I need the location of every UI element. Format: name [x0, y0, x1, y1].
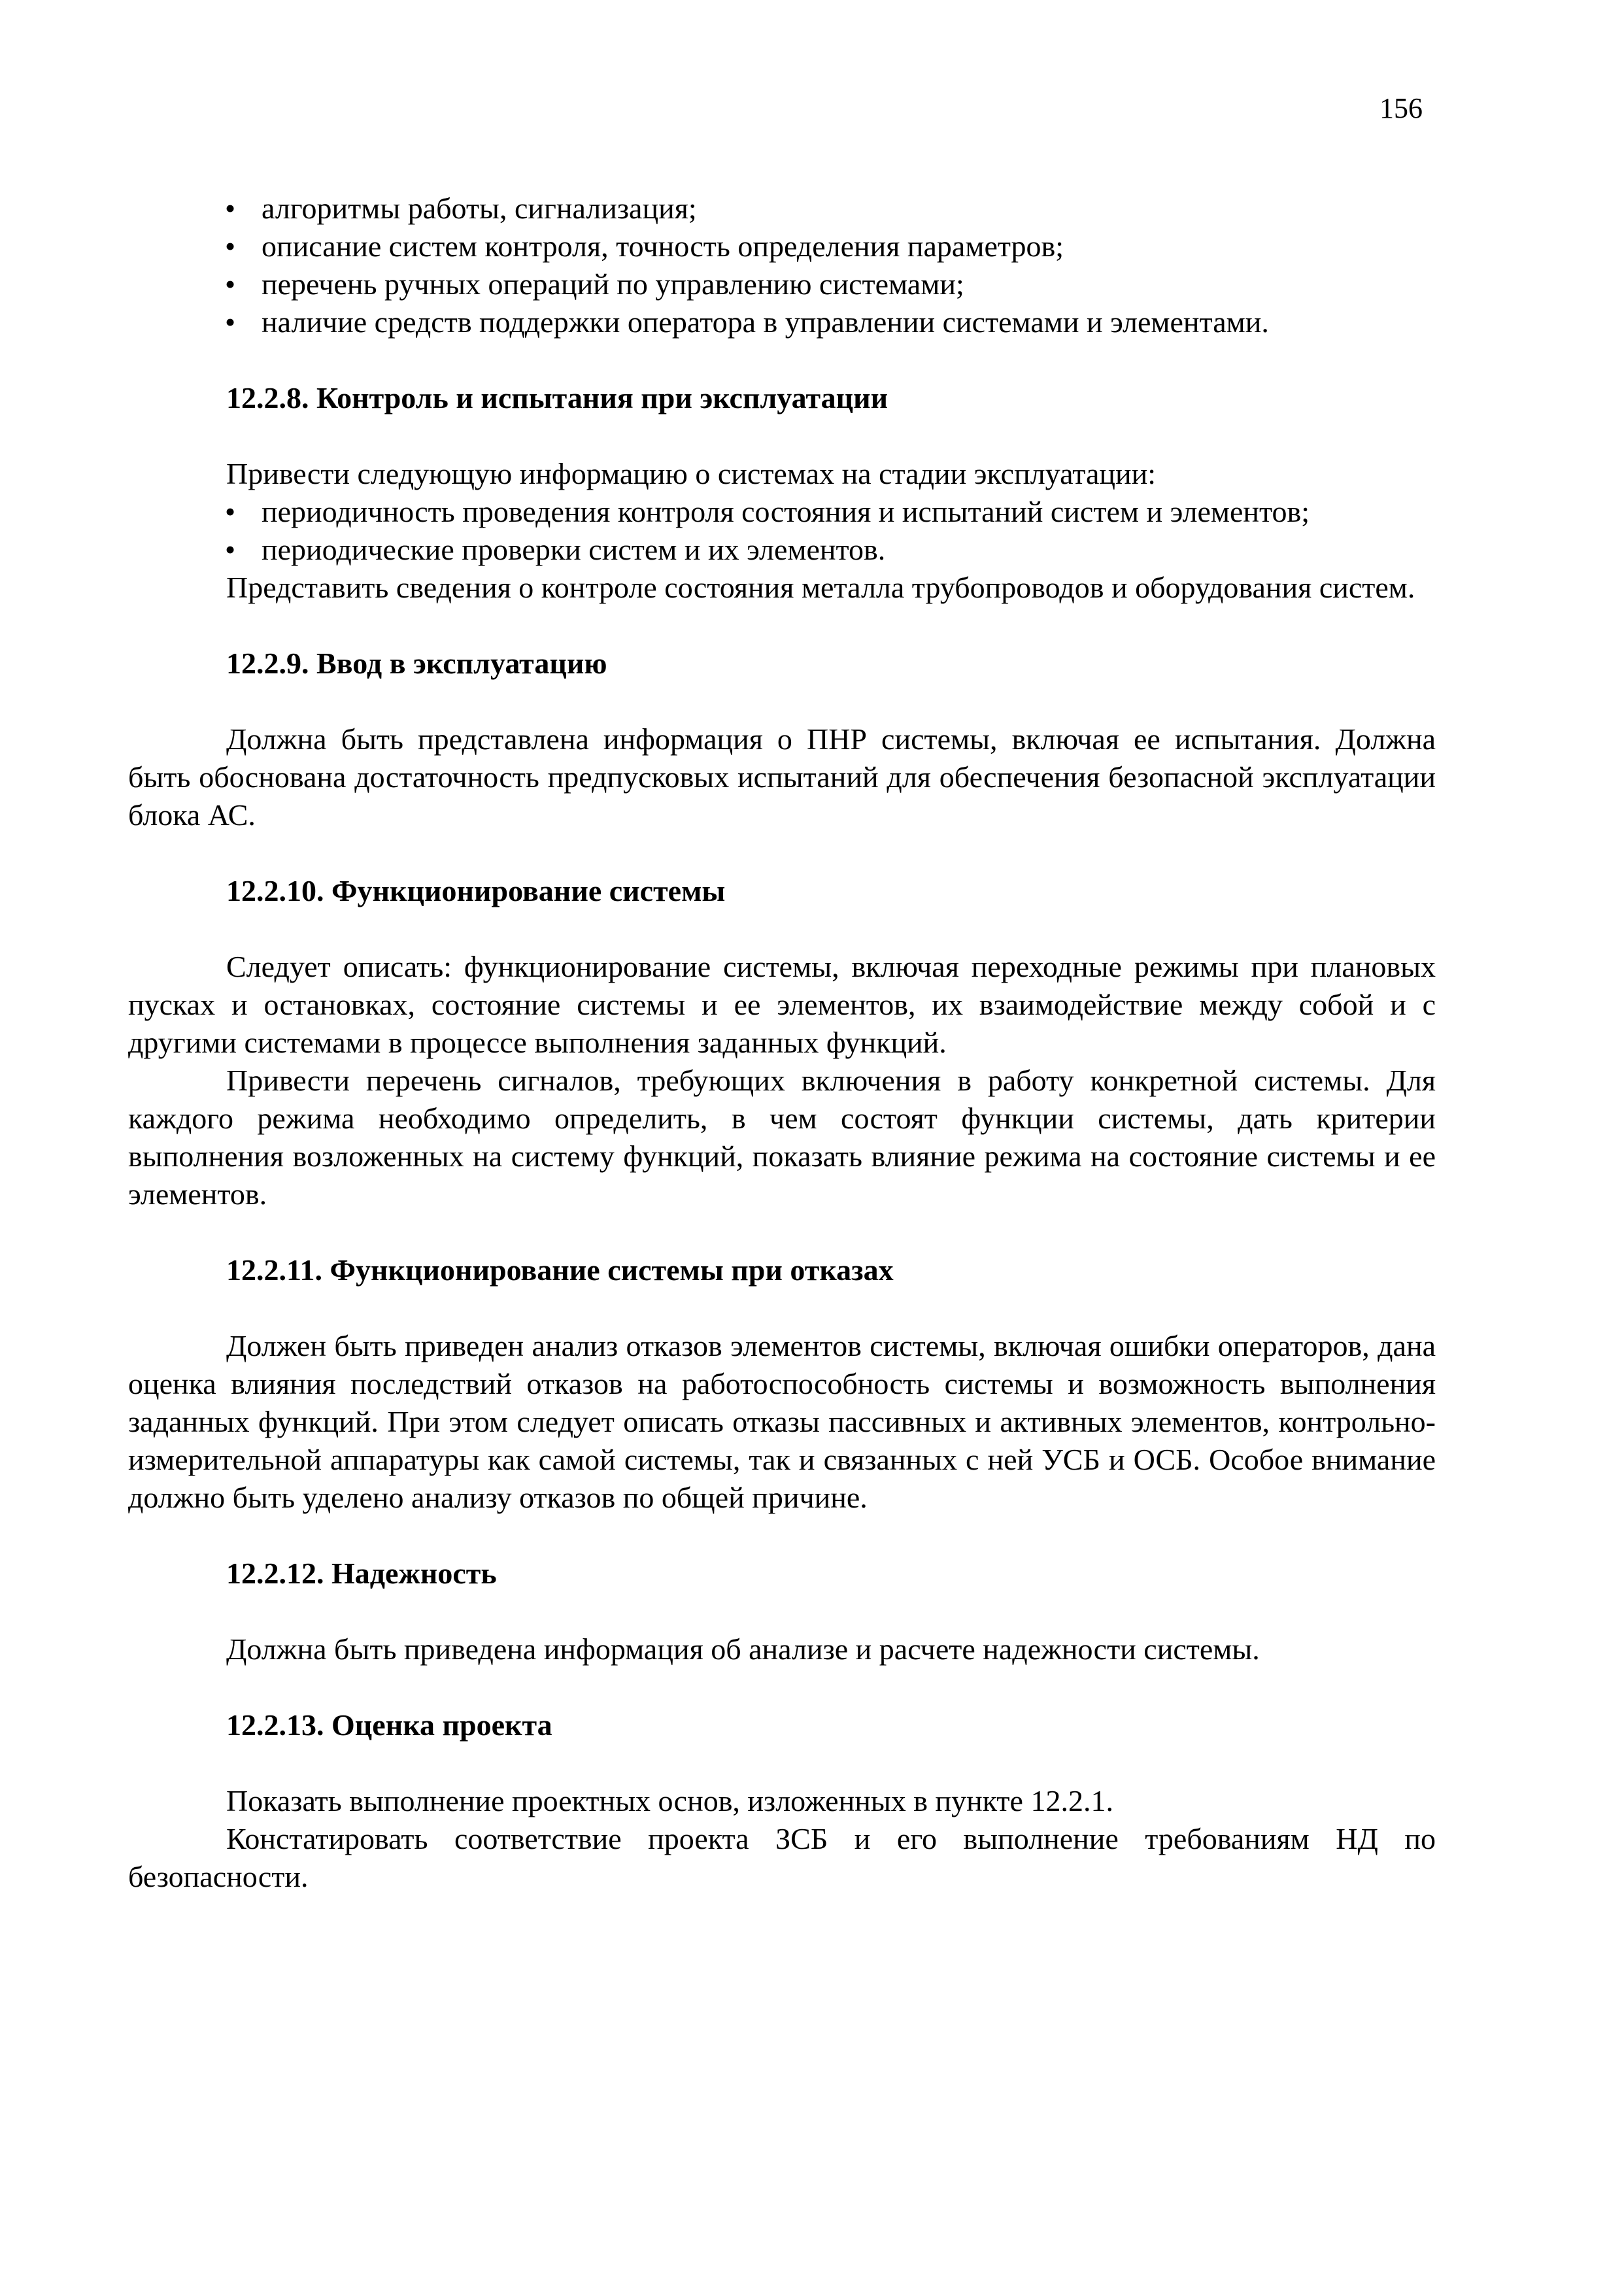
list-item: • периодичность проведения контроля состояния и испытаний систем и элементов; [128, 493, 1436, 531]
section-12-2-8-lead: Привести следующую информацию о системах на стадии эксплуатации: [226, 457, 1157, 490]
list-item: • наличие средств поддержки оператора в управлении системами и элементами. [128, 303, 1436, 341]
section-12-2-11-paragraph: Должен быть приведен анализ отказов элементов системы, включая ошибки операторов, дана оценка влияния последствий отказов на работоспособность системы и возможность выполнения заданных функций. При этом следует описать отказы пассивных и активных элементов, контрольно-измерительной аппаратуры как самой системы, так и связанных с ней УСБ и ОСБ. Особое внимание должно быть уделено анализу отказов по общей причине. [128, 1329, 1436, 1514]
list-item: • описание систем контроля, точность определения параметров; [128, 228, 1436, 265]
list-item: • периодические проверки систем и их элементов. [128, 531, 1436, 569]
section-12-2-10-paragraph-2: Привести перечень сигналов, требующих включения в работу конкретной системы. Для каждого режима необходимо определить, в чем состоят функции системы, дать критерии выполнения возложенных на систему функций, показать влияние режима на состояние системы и ее элементов. [128, 1064, 1436, 1211]
list-item: • перечень ручных операций по управлению системами; [128, 265, 1436, 303]
section-12-2-13-paragraph-2: Констатировать соответствие проекта ЗСБ и его выполнение требованиям НД по безопасности. [128, 1822, 1436, 1893]
section-heading-12-2-10: 12.2.10. Функционирование системы [226, 874, 726, 907]
page-content [128, 190, 1436, 1896]
section-12-2-10-paragraph-1: Следует описать: функционирование системы, включая переходные режимы при плановых пусках и остановках, состояние системы и ее элементов, их взаимодействие между собой и с другими системами в процессе выполнения заданных функций. [128, 950, 1436, 1059]
section-heading-12-2-8: 12.2.8. Контроль и испытания при эксплуатации [226, 381, 888, 414]
section-heading-12-2-13: 12.2.13. Оценка проекта [226, 1708, 552, 1742]
section-heading-12-2-11: 12.2.11. Функционирование системы при отказах [226, 1253, 894, 1287]
section-12-2-8-paragraph: Представить сведения о контроле состояния металла трубопроводов и оборудования систем. [226, 571, 1415, 604]
page-number: 156 [1379, 92, 1423, 124]
list-item: • алгоритмы работы, сигнализация; [128, 190, 1436, 228]
section-heading-12-2-12: 12.2.12. Надежность [226, 1557, 497, 1590]
section-12-2-8-bullet-list [128, 493, 1436, 569]
intro-bullet-list [128, 190, 1436, 341]
section-12-2-9-paragraph: Должна быть представлена информация о ПНР системы, включая ее испытания. Должна быть обоснована достаточность предпусковых испытаний для обеспечения безопасной эксплуатации блока АС. [128, 722, 1436, 832]
section-heading-12-2-9: 12.2.9. Ввод в эксплуатацию [226, 647, 607, 680]
section-12-2-13-paragraph-1: Показать выполнение проектных основ, изложенных в пункте 12.2.1. [226, 1784, 1113, 1817]
section-12-2-12-paragraph: Должна быть приведена информация об анализе и расчете надежности системы. [226, 1632, 1260, 1666]
